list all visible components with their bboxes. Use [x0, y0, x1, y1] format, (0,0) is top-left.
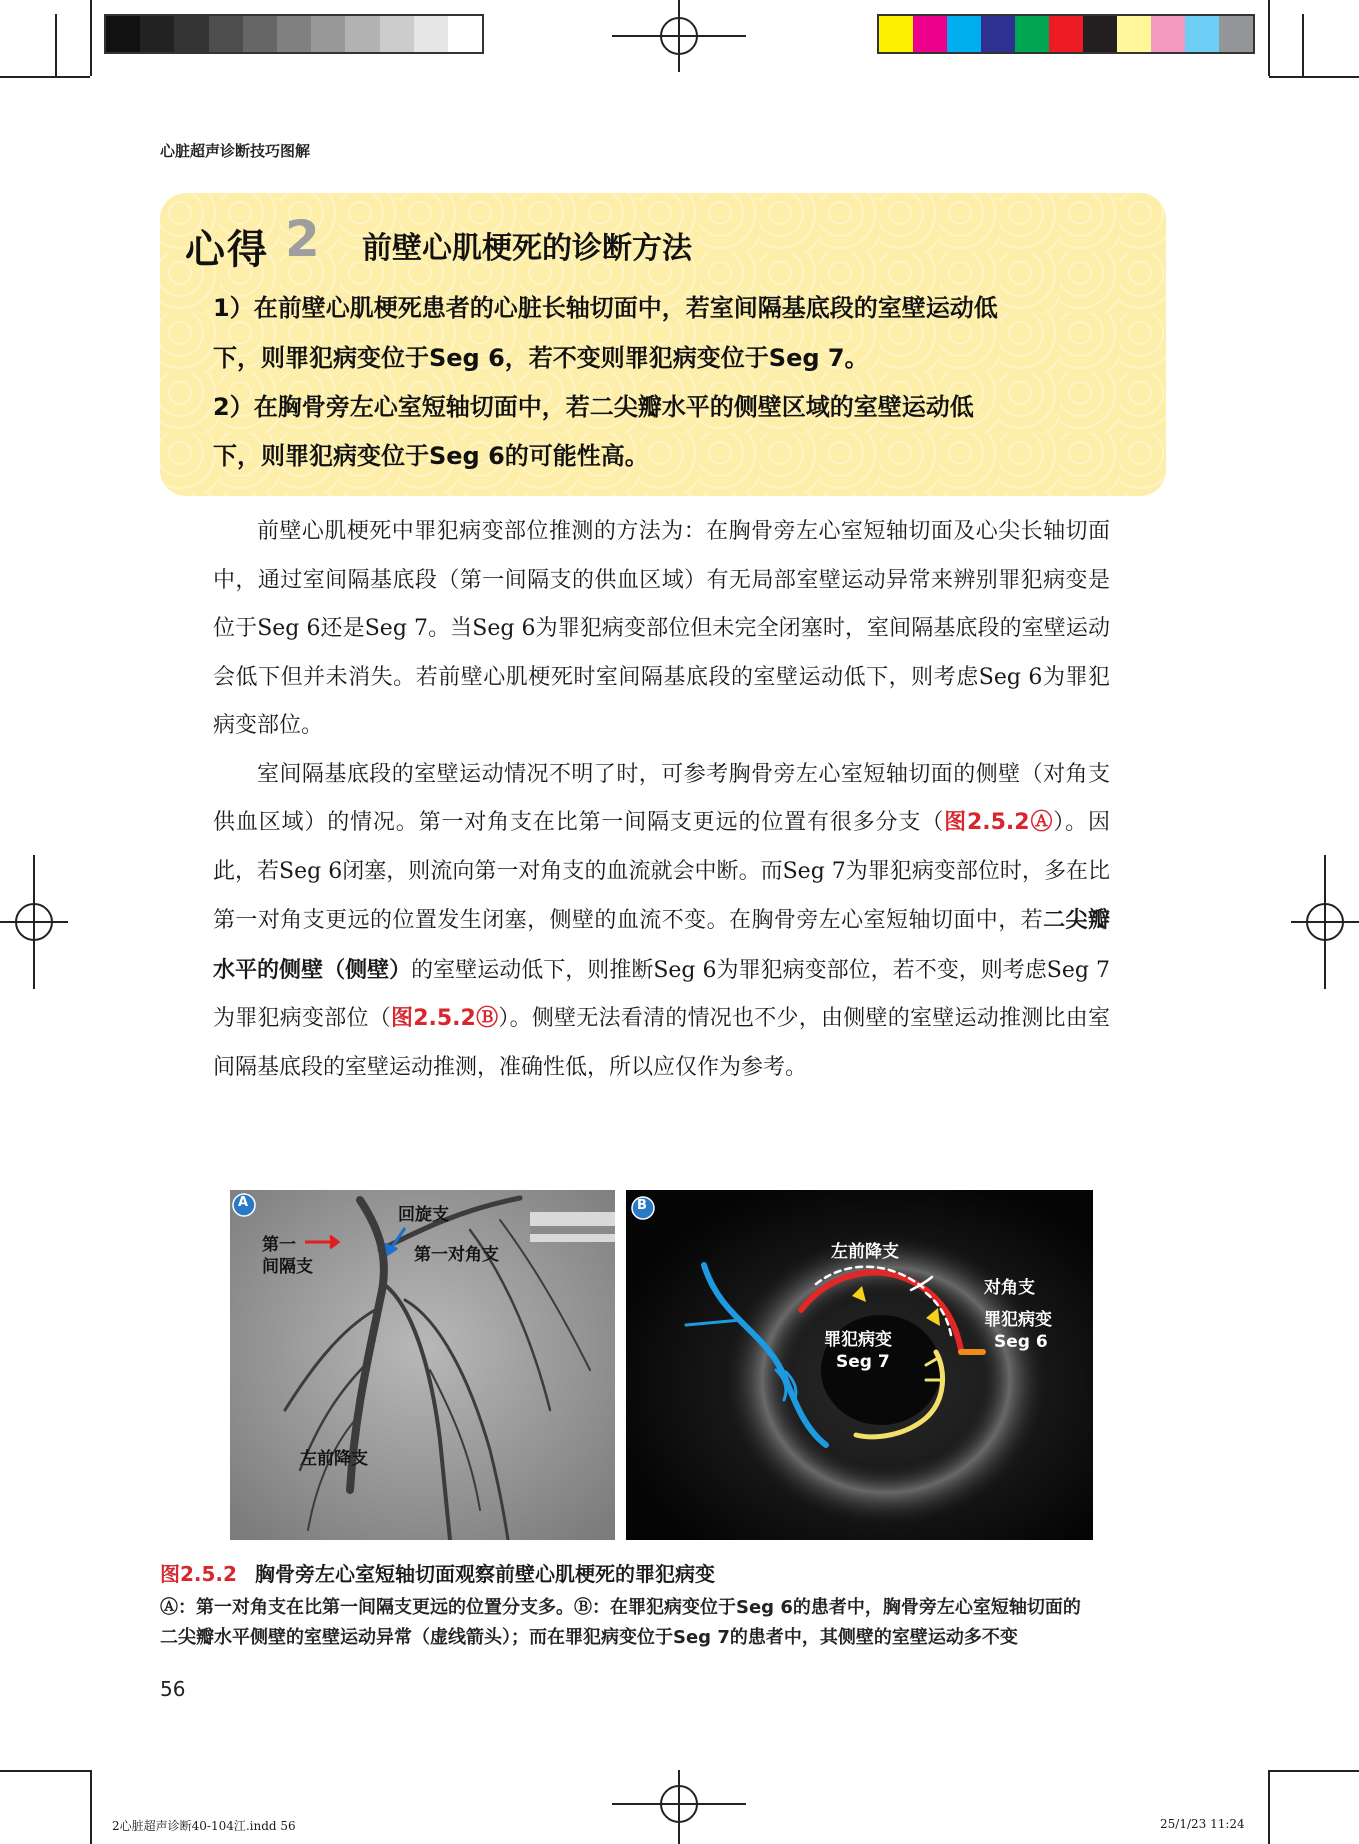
label-culprit-seg6: 罪犯病变 [984, 1310, 1052, 1330]
color-swatch [1049, 16, 1083, 52]
color-swatch [1015, 16, 1049, 52]
gray-swatch [174, 16, 208, 52]
tip-line: 1）在前壁心肌梗死患者的心脏长轴切面中，若室间隔基底段的室壁运动低 [213, 294, 998, 322]
figure-panel-a-angiogram [230, 1190, 615, 1540]
tip-lead: 心得 [185, 227, 269, 273]
tip-title: 前壁心肌梗死的诊断方法 [362, 231, 692, 266]
color-swatch [1219, 16, 1253, 52]
gray-swatch [311, 16, 345, 52]
label-first-septal-1: 第一 [262, 1235, 296, 1255]
grayscale-color-bar [104, 14, 484, 54]
label-first-diagonal: 第一对角支 [414, 1245, 499, 1265]
page-number: 56 [160, 1677, 186, 1701]
color-swatch [879, 16, 913, 52]
gray-swatch [106, 16, 140, 52]
color-swatch [981, 16, 1015, 52]
body-text-run: 室间隔基底段的室壁运动情况不明了时，可参考胸骨旁左心室短轴切面的侧壁（对角支供血区域）的情况。第一对角支在比第一间隔支更远的位置有很多分支（ [213, 761, 1110, 835]
process-color-bar [877, 14, 1255, 54]
body-text-run: 的室壁运动低下，则推断Seg 6为罪犯病变部位，若不变，则考虑Seg 7为罪犯病变部位（ [213, 957, 1110, 1031]
label-seg7: Seg 7 [836, 1352, 890, 1372]
caption-line: 二尖瓣水平侧壁的室壁运动异常（虚线箭头）；而在罪犯病变位于Seg 7的患者中，其侧壁的室壁运动多不变 [160, 1627, 1018, 1648]
gray-swatch [345, 16, 379, 52]
body-text-run: ）。侧壁无法看清的情况也不少，由侧壁的室壁运动推测比由室间隔基底段的室壁运动推测，准确性低，所以应仅作为参考。 [213, 1006, 1110, 1080]
body-text-run: ）。因此，若Seg 6闭塞，则流向第一对角支的血流就会中断。而Seg 7为罪犯病变部位时，多在比第一对角支更远的位置发生闭塞，侧壁的血流不变。在胸骨旁左心室短轴切面中，若 [213, 810, 1110, 933]
figure-caption-body [160, 1593, 1170, 1653]
gray-swatch [380, 16, 414, 52]
label-culprit-seg7: 罪犯病变 [824, 1330, 892, 1350]
caption-line: Ⓐ：第一对角支在比第一间隔支更远的位置分支多。Ⓑ：在罪犯病变位于Seg 6的患者中，胸骨旁左心室短轴切面的 [160, 1597, 1081, 1618]
label-circumflex: 回旋支 [398, 1205, 449, 1225]
body-paragraph-1: 前壁心肌梗死中罪犯病变部位推测的方法为：在胸骨旁左心室短轴切面及心尖长轴切面中，通过室间隔基底段（第一间隔支的供血区域）有无局部室壁运动异常来辨别罪犯病变是位于Seg 6还是Seg 7。当Seg 6为罪犯病变部位但未完全闭塞时，室间隔基底段的室壁运动会低下但并未消失。若前壁心肌梗死时室间隔基底段的室壁运动低下，则考虑Seg 6为罪犯病变部位。 [213, 519, 1110, 738]
label-seg6: Seg 6 [994, 1332, 1048, 1352]
body-paragraph-2 [213, 751, 1110, 1093]
body-text-emphasis: 二尖瓣水平的侧壁（侧壁） [213, 907, 1110, 983]
figure-reference-a: 图2.5.2Ⓐ [944, 810, 1054, 835]
color-swatch [1151, 16, 1185, 52]
tip-number: 2 [285, 210, 320, 268]
color-swatch [913, 16, 947, 52]
label-lad-echo: 左前降支 [831, 1242, 899, 1262]
figure-number: 图2.5.2 [160, 1562, 237, 1586]
color-swatch [1117, 16, 1151, 52]
label-first-septal-2: 间隔支 [262, 1257, 313, 1277]
figure-reference-b: 图2.5.2Ⓑ [390, 1006, 499, 1031]
gray-swatch [277, 16, 311, 52]
label-lad: 左前降支 [300, 1449, 368, 1469]
gray-swatch [448, 16, 482, 52]
tip-line: 2）在胸骨旁左心室短轴切面中，若二尖瓣水平的侧壁区域的室壁运动低 [213, 393, 974, 421]
figure-title: 胸骨旁左心室短轴切面观察前壁心肌梗死的罪犯病变 [254, 1562, 715, 1586]
color-swatch [1185, 16, 1219, 52]
gray-swatch [414, 16, 448, 52]
running-head: 心脏超声诊断技巧图解 [160, 142, 311, 160]
gray-swatch [140, 16, 174, 52]
figure-panel-b-echo [626, 1190, 1093, 1540]
tip-line: 下，则罪犯病变位于Seg 6的可能性高。 [213, 442, 649, 470]
body-text [213, 508, 1110, 1092]
label-diagonal-echo: 对角支 [984, 1278, 1035, 1298]
panel-a-badge: A [238, 1195, 249, 1210]
print-slug-date: 25/1/23 11:24 [1160, 1817, 1245, 1831]
gray-swatch [209, 16, 243, 52]
gray-swatch [243, 16, 277, 52]
print-slug-file: 2心脏超声诊断40-104江.indd 56 [112, 1819, 296, 1833]
color-swatch [1083, 16, 1117, 52]
figure-caption-title [160, 1558, 715, 1587]
tip-line: 下，则罪犯病变位于Seg 6，若不变则罪犯病变位于Seg 7。 [213, 344, 869, 372]
panel-b-badge: B [637, 1198, 647, 1213]
color-swatch [947, 16, 981, 52]
